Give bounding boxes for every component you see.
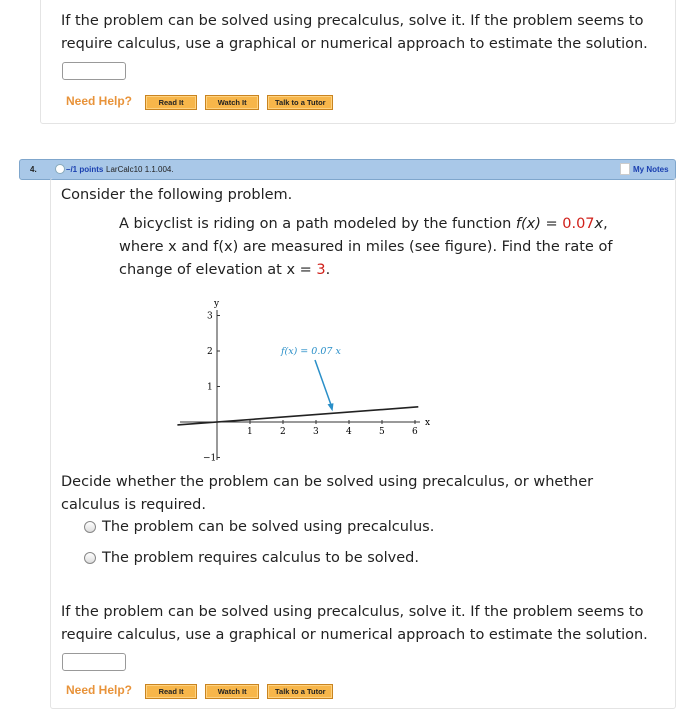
option-label: The problem requires calculus to be solved.: [102, 550, 419, 566]
read-it-button[interactable]: Read It: [145, 684, 197, 699]
arrow-head: [328, 403, 334, 411]
radio-precalculus[interactable]: [84, 521, 96, 533]
label-arrow: [315, 360, 332, 406]
x-axis-label: x: [425, 418, 431, 428]
my-notes-link[interactable]: My Notes: [633, 165, 669, 174]
need-help-row: [66, 90, 333, 110]
problem-text: A bicyclist is riding on a path modeled by the function f(x) = 0.07x, where x and f(x) are measured in miles (see figure). Find the rate of change of elevation at x = 3.: [119, 216, 613, 278]
decide-text: Decide whether the problem can be solved using precalculus, or whether calculus is required.: [61, 474, 594, 513]
x-tick-label: 3: [313, 427, 319, 437]
answer-input[interactable]: [62, 62, 126, 80]
need-help-label: Need Help?: [66, 683, 133, 697]
function-figure: [170, 290, 440, 470]
points-label[interactable]: –/1 points: [66, 165, 104, 174]
x-tick-label: 5: [379, 427, 385, 437]
source-label: LarCalc10 1.1.004.: [106, 165, 174, 174]
status-icon: [55, 164, 65, 174]
x-eq: x =: [286, 262, 317, 278]
function-label: f(x) = 0.07 x: [281, 346, 341, 357]
period: .: [325, 262, 331, 278]
coefficient: 0.07: [562, 216, 595, 232]
eq: =: [540, 216, 563, 232]
y-axis-label: y: [214, 299, 220, 309]
notes-icon: [620, 163, 630, 175]
x-tick-label: 1: [247, 427, 253, 437]
need-help-label: Need Help?: [66, 94, 133, 108]
x-tick-label: 2: [280, 427, 286, 437]
problem-part2: where x and f(x) are measured in miles (see figure). Find the rate of change of elevation at: [119, 239, 613, 278]
x-var: x: [594, 216, 604, 232]
watch-it-button[interactable]: Watch It: [205, 684, 259, 699]
instruction-text-2: If the problem can be solved using precalculus, solve it. If the problem seems to require calculus, use a graphical or numerical approach to estimate the solution.: [61, 604, 648, 643]
talk-to-tutor-button[interactable]: Talk to a Tutor: [267, 684, 333, 699]
intro-text: Consider the following problem.: [61, 187, 293, 203]
instruction-text: If the problem can be solved using precalculus, solve it. If the problem seems to require calculus, use a graphical or numerical approach to estimate the solution.: [61, 13, 648, 52]
y-tick-label: 3: [207, 311, 213, 322]
watch-it-button[interactable]: Watch It: [205, 95, 259, 110]
y-tick-label: 2: [207, 347, 213, 357]
need-help-row-2: [66, 679, 333, 699]
y-tick-label: −1: [203, 453, 217, 464]
x-tick-label: 6: [412, 427, 418, 437]
radio-calculus[interactable]: [84, 552, 96, 564]
y-tick-label: 1: [207, 382, 213, 393]
option-label: The problem can be solved using precalculus.: [102, 519, 435, 535]
x-value: 3: [316, 262, 326, 278]
read-it-button[interactable]: Read It: [145, 95, 197, 110]
answer-input-2[interactable]: [62, 653, 126, 671]
question-header: [19, 159, 676, 180]
talk-to-tutor-button[interactable]: Talk to a Tutor: [267, 95, 333, 110]
question-number: 4.: [30, 165, 37, 174]
option-precalculus[interactable]: [84, 516, 434, 539]
problem-part1: A bicyclist is riding on a path modeled by the function: [119, 216, 516, 232]
option-calculus[interactable]: [84, 547, 419, 570]
x-tick-label: 4: [346, 427, 352, 437]
fx: f(x): [515, 216, 541, 232]
